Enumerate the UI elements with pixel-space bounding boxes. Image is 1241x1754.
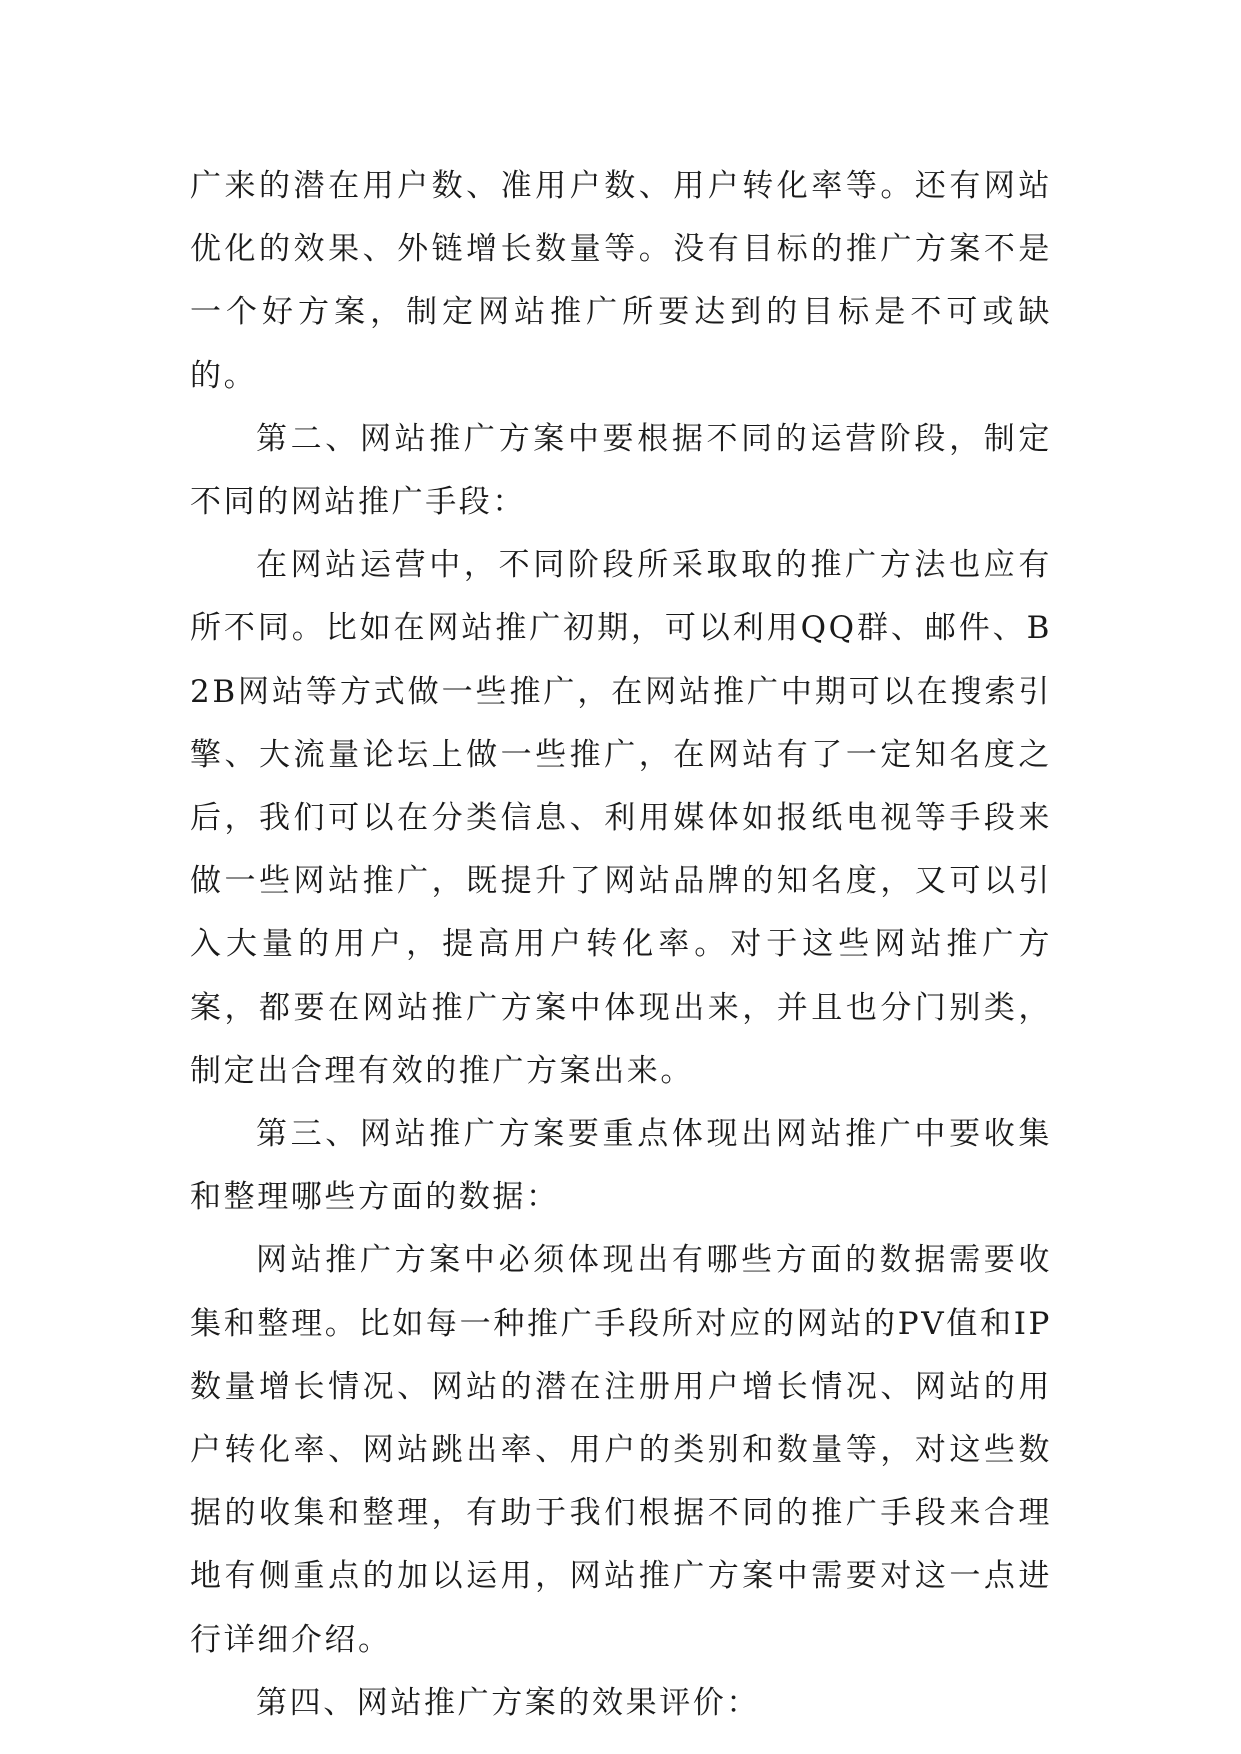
- body-text: [190, 155, 1052, 1735]
- heading-section-two: 第二、网站推广方案中要根据不同的运营阶段，制定不同的网站推广手段：: [190, 420, 1052, 521]
- heading-section-three: 第三、网站推广方案要重点体现出网站推广中要收集和整理哪些方面的数据：: [190, 1116, 1052, 1216]
- paragraph-goals-continued: 广来的潜在用户数、准用户数、用户转化率等。还有网站优化的效果、外链增长数量等。没有目标的推广方案不是一个好方案，制定网站推广所要达到的目标是不可或缺的。: [190, 168, 1052, 394]
- paragraph-data-collection: 网站推广方案中必须体现出有哪些方面的数据需要收集和整理。比如每一种推广手段所对应的网站的PV值和IP数量增长情况、网站的潜在注册用户增长情况、网站的用户转化率、网站跳出率、用户的类别和数量等，对这些数据的收集和整理，有助于我们根据不同的推广手段来合理地有侧重点的加以运用，网站推广方案中需要对这一点进行详细介绍。: [190, 1242, 1052, 1658]
- heading-section-four: 第四、网站推广方案的效果评价：: [256, 1684, 760, 1721]
- paragraph-stage-methods: 在网站运营中，不同阶段所采取取的推广方法也应有所不同。比如在网站推广初期，可以利用QQ群、邮件、B2B网站等方式做一些推广，在网站推广中期可以在搜索引擎、大流量论坛上做一些推广，在网站有了一定知名度之后，我们可以在分类信息、利用媒体如报纸电视等手段来做一些网站推广，既提升了网站品牌的知名度，又可以引入大量的用户，提高用户转化率。对于这些网站推广方案，都要在网站推广方案中体现出来，并且也分门别类，制定出合理有效的推广方案出来。: [190, 547, 1052, 1089]
